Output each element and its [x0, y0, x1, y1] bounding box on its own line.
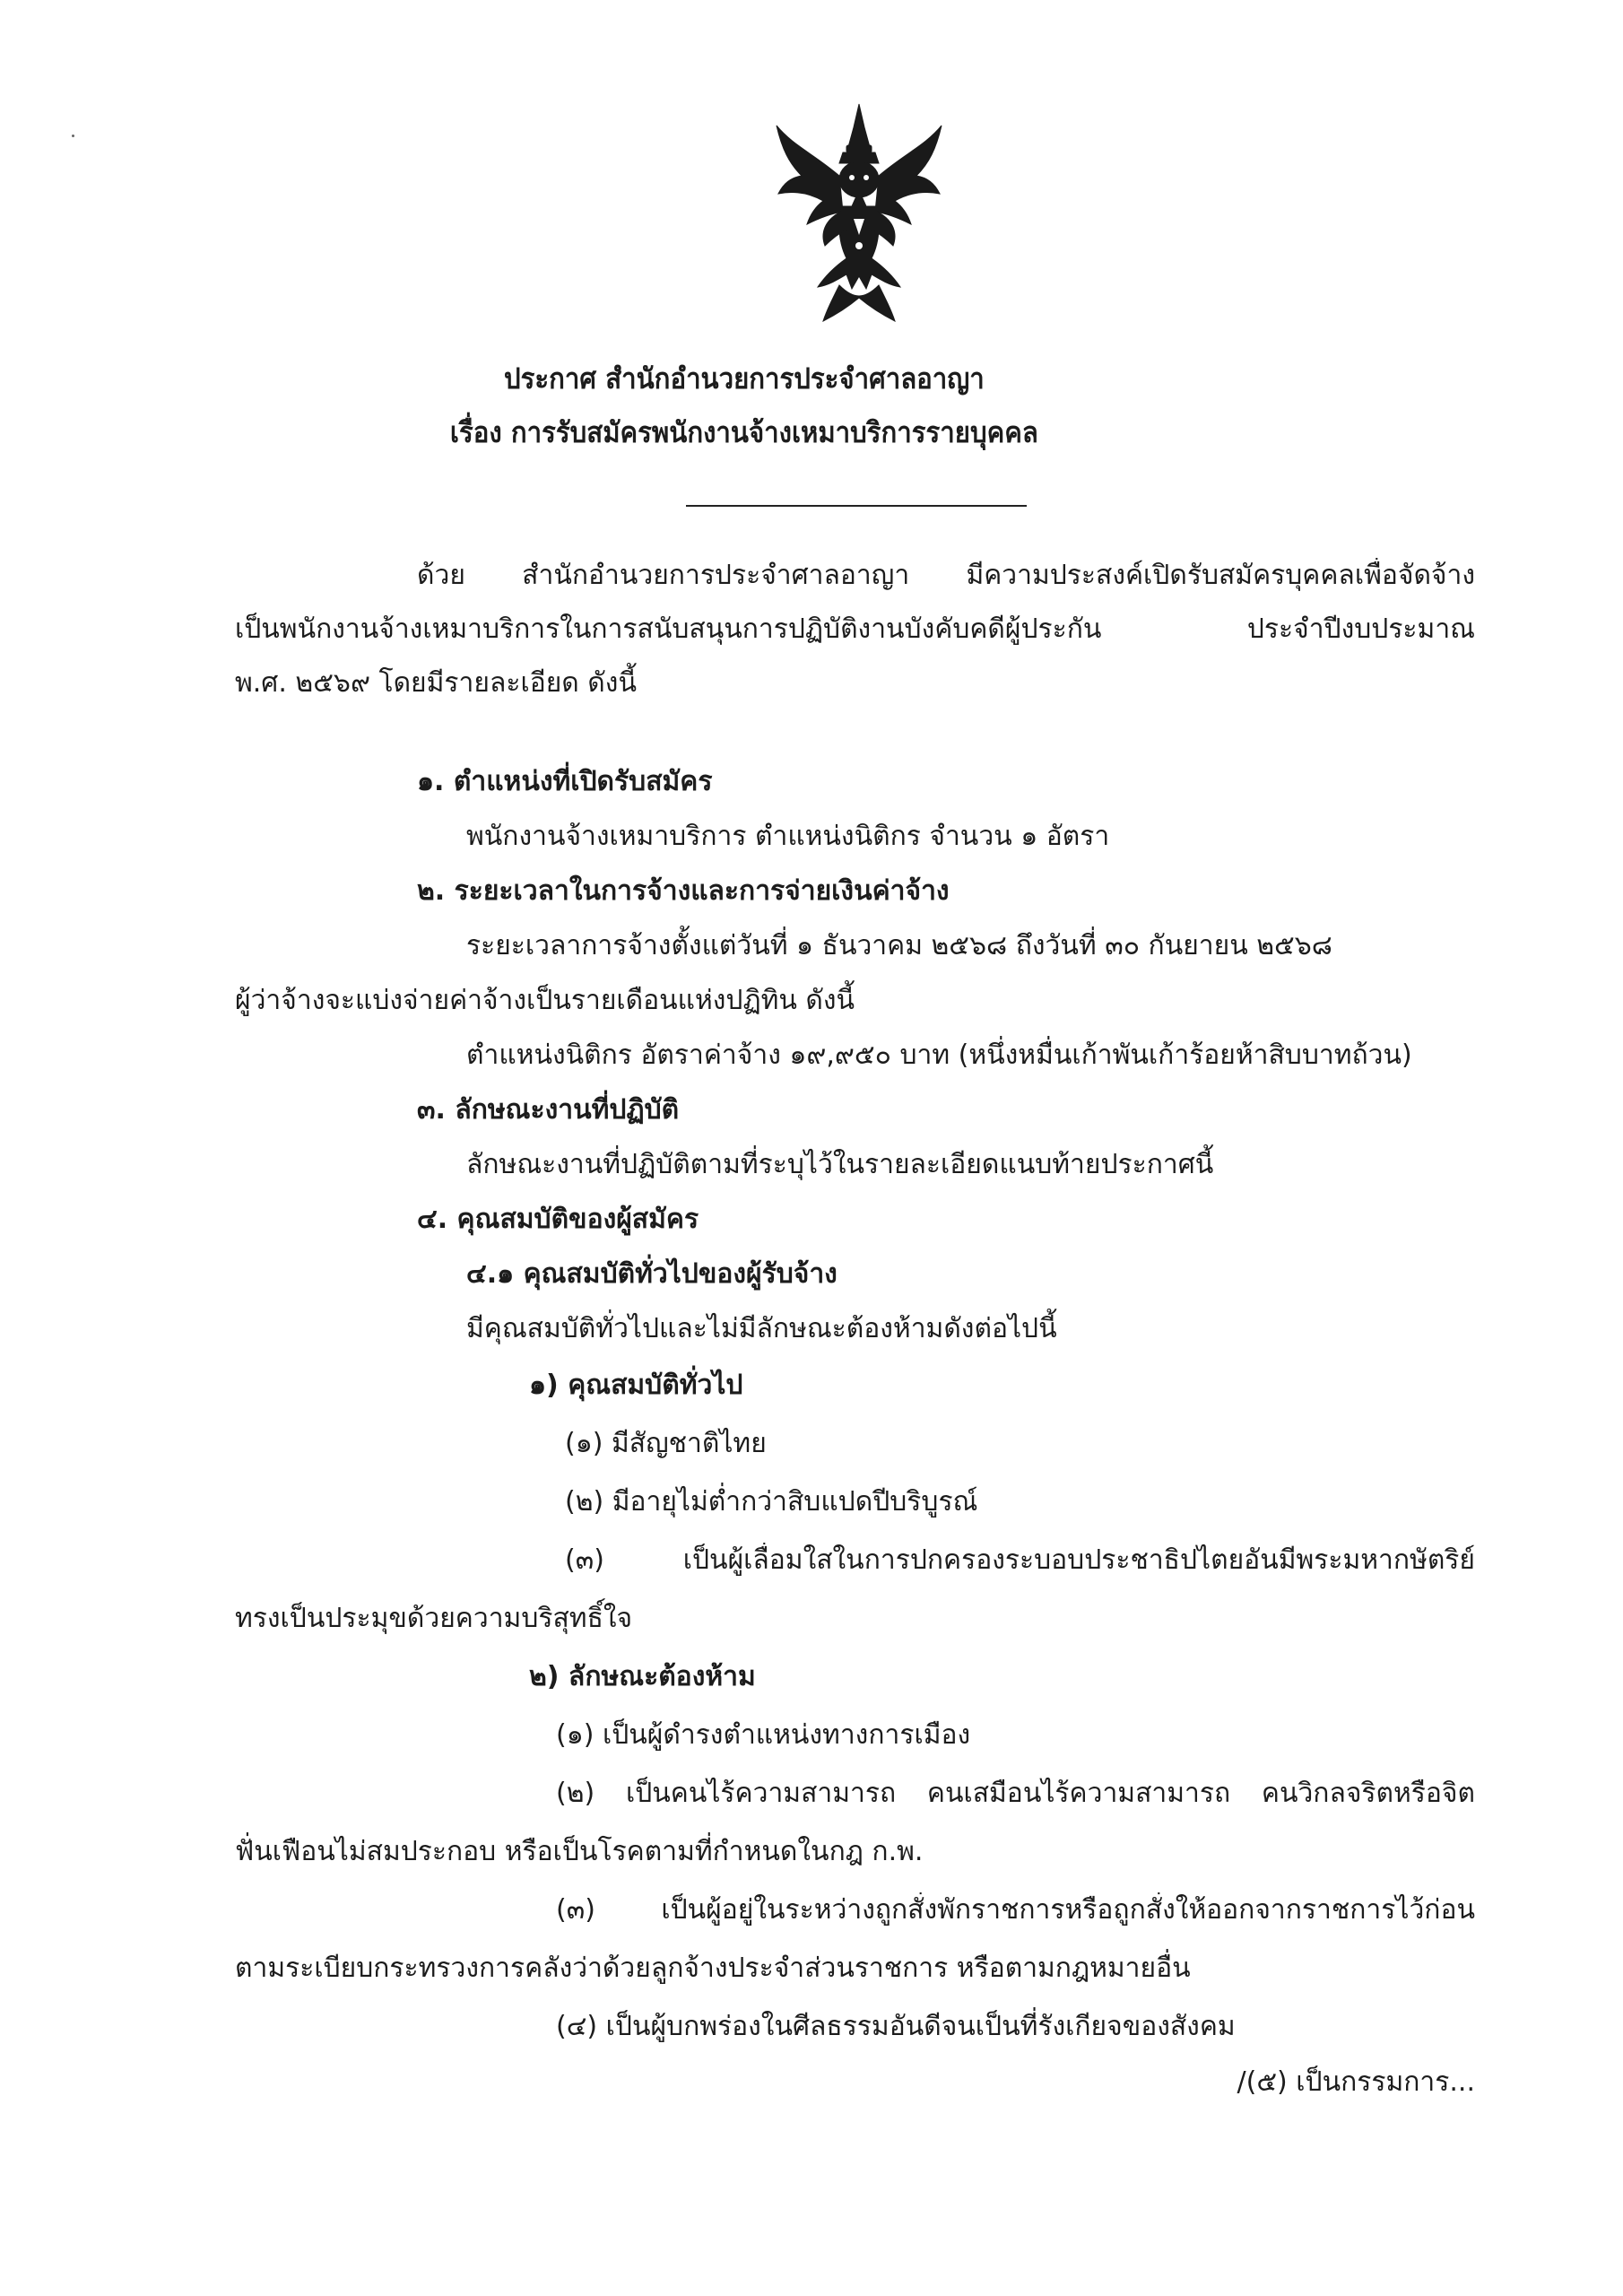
prohibited-heading: ๒) ลักษณะต้องห้าม — [529, 1661, 756, 1692]
prohibited-item-3-line-2: ตามระเบียบกระทรวงการคลังว่าด้วยลูกจ้างประจำส่วนราชการ หรือตามกฎหมายอื่น — [235, 1952, 1191, 1984]
announcement-subject: เรื่อง การรับสมัครพนักงานจ้างเหมาบริการรายบุคคล — [449, 415, 1038, 449]
garuda-emblem-icon — [769, 100, 949, 325]
intro-line-3: พ.ศ. ๒๕๖๙ โดยมีรายละเอียด ดังนี้ — [235, 667, 637, 699]
general-item-3-line-2: ทรงเป็นประมุขด้วยความบริสุทธิ์ใจ — [235, 1603, 633, 1634]
continuation-marker: /(๕) เป็นกรรมการ... — [1237, 2066, 1475, 2098]
section-2-line-3: ตำแหน่งนิติกร อัตราค่าจ้าง ๑๙,๙๕๐ บาท (หนึ่งหมื่นเก้าพันเก้าร้อยห้าสิบบาทถ้วน) — [466, 1039, 1412, 1071]
prohibited-item-3-line-1: (๓) เป็นผู้อยู่ในระหว่างถูกสั่งพักราชการหรือถูกสั่งให้ออกจากราชการไว้ก่อน — [556, 1894, 1475, 1926]
section-4-heading: ๔. คุณสมบัติของผู้สมัคร — [417, 1204, 699, 1235]
intro-line-1: ด้วย สำนักอำนวยการประจำศาลอาญา มีความประสงค์เปิดรับสมัครบุคคลเพื่อจัดจ้าง — [417, 560, 1475, 591]
general-item-3-line-1: (๓) เป็นผู้เลื่อมใสในการปกครองระบอบประชาธิปไตยอันมีพระมหากษัตริย์ — [565, 1544, 1475, 1576]
section-4-1-heading: ๔.๑ คุณสมบัติทั่วไปของผู้รับจ้าง — [466, 1258, 838, 1290]
section-2-heading: ๒. ระยะเวลาในการจ้างและการจ่ายเงินค่าจ้าง — [417, 875, 950, 907]
general-qualifications-heading: ๑) คุณสมบัติทั่วไป — [529, 1370, 743, 1401]
prohibited-item-4: (๔) เป็นผู้บกพร่องในศีลธรรมอันดีจนเป็นที่รังเกียจของสังคม — [556, 2011, 1236, 2042]
general-item-1: (๑) มีสัญชาติไทย — [565, 1428, 767, 1459]
prohibited-item-2-line-2: ฟั่นเฟือนไม่สมประกอบ หรือเป็นโรคตามที่กำหนดในกฎ ก.พ. — [235, 1836, 924, 1867]
prohibited-item-1: (๑) เป็นผู้ดำรงตำแหน่งทางการเมือง — [556, 1719, 971, 1751]
prohibited-item-2-line-1: (๒) เป็นคนไร้ความสามารถ คนเสมือนไร้ความสามารถ คนวิกลจริตหรือจิต — [556, 1778, 1475, 1809]
scan-speck — [72, 135, 74, 137]
section-2-line-2: ผู้ว่าจ้างจะแบ่งจ่ายค่าจ้างเป็นรายเดือนแห่งปฏิทิน ดังนี้ — [235, 985, 855, 1016]
section-3-heading: ๓. ลักษณะงานที่ปฏิบัติ — [417, 1094, 680, 1126]
section-4-1-intro: มีคุณสมบัติทั่วไปและไม่มีลักษณะต้องห้ามดังต่อไปนี้ — [466, 1313, 1057, 1344]
section-1-heading: ๑. ตำแหน่งที่เปิดรับสมัคร — [417, 766, 713, 797]
section-1-line-1: พนักงานจ้างเหมาบริการ ตำแหน่งนิติกร จำนวน ๑ อัตรา — [466, 821, 1110, 852]
general-item-2: (๒) มีอายุไม่ต่ำกว่าสิบแปดปีบริบูรณ์ — [565, 1486, 978, 1518]
title-divider — [686, 505, 1027, 507]
section-3-line-1: ลักษณะงานที่ปฏิบัติตามที่ระบุไว้ในรายละเอียดแนบท้ายประกาศนี้ — [466, 1149, 1214, 1180]
announcement-title: ประกาศ สำนักอำนวยการประจำศาลอาญา — [503, 361, 985, 396]
intro-line-2: เป็นพนักงานจ้างเหมาบริการในการสนับสนุนการปฏิบัติงานบังคับคดีผู้ประกัน ประจำปีงบประมาณ — [235, 613, 1475, 645]
section-2-line-1: ระยะเวลาการจ้างตั้งแต่วันที่ ๑ ธันวาคม ๒๕๖๘ ถึงวันที่ ๓๐ กันยายน ๒๕๖๘ — [466, 930, 1332, 961]
